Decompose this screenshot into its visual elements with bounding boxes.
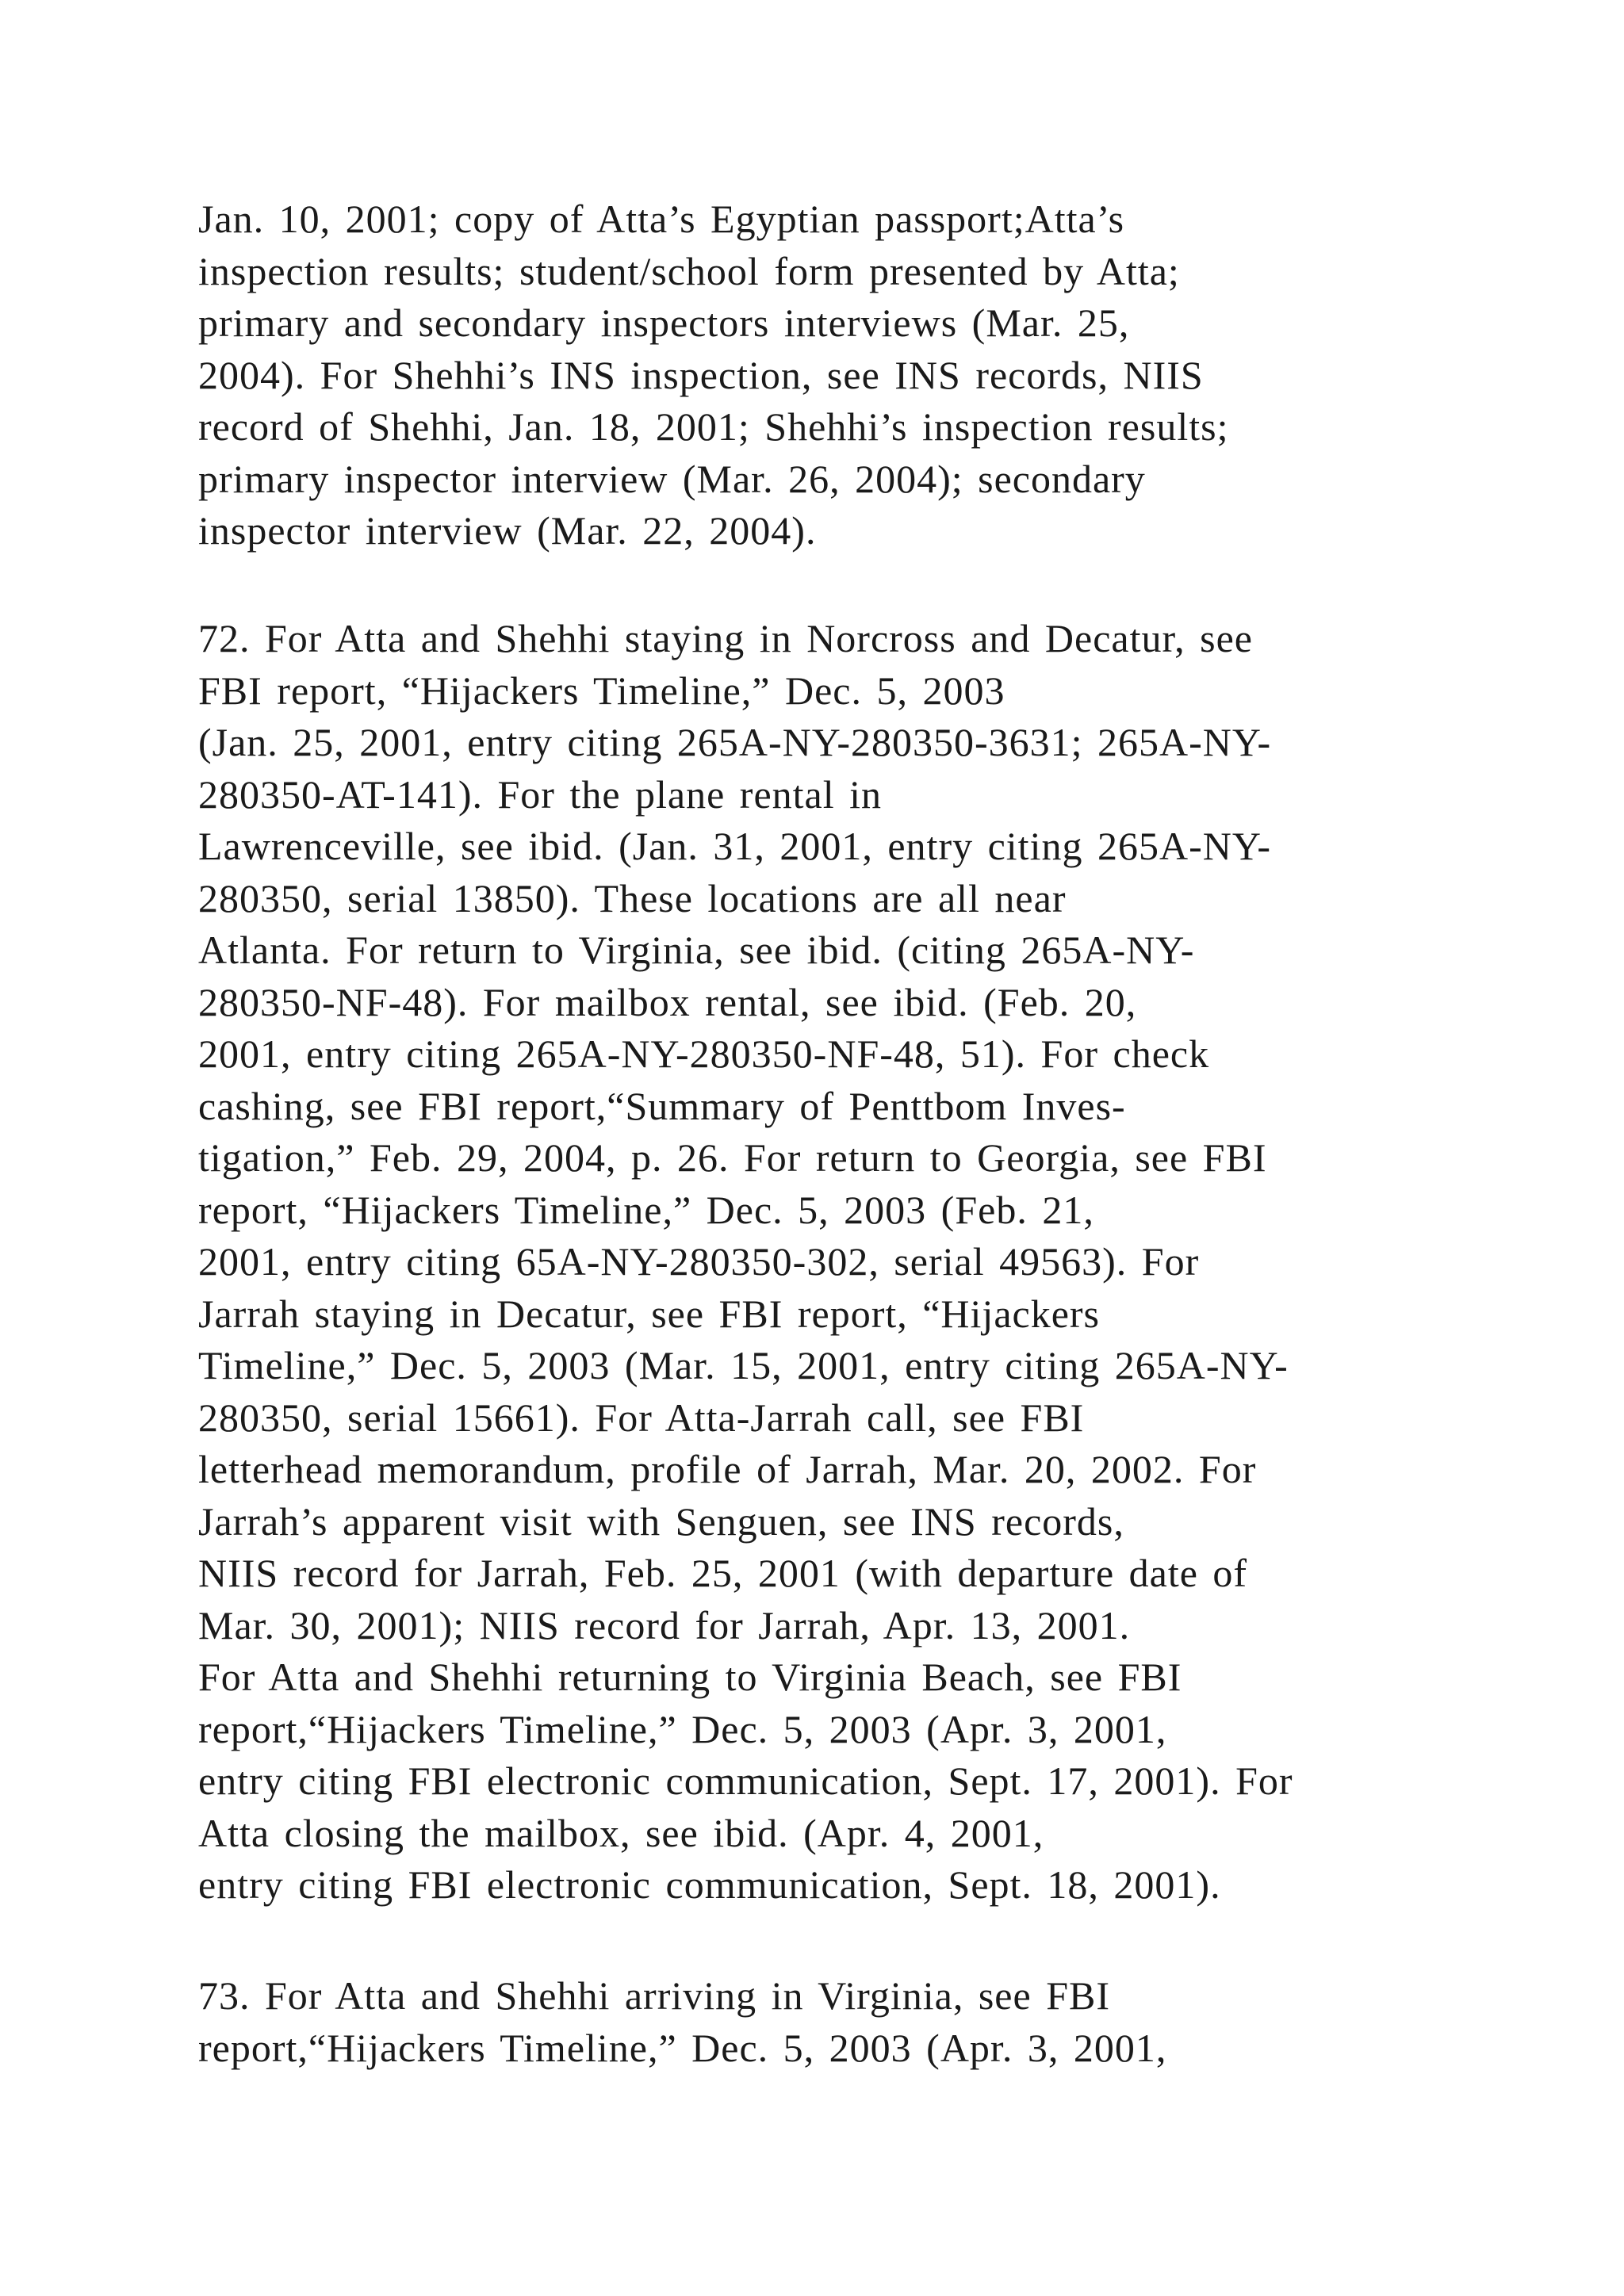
text-line: inspector interview (Mar. 22, 2004). [198, 508, 817, 553]
text-line: Jarrah staying in Decatur, see FBI report, “Hijackers [198, 1291, 1100, 1336]
text-line: (Jan. 25, 2001, entry citing 265A-NY-280350-3631; 265A-NY- [198, 720, 1272, 764]
text-line: 280350, serial 13850). These locations are all near [198, 875, 1067, 920]
text-line: entry citing FBI electronic communication, Sept. 17, 2001). For [198, 1758, 1293, 1803]
text-line: report,“Hijackers Timeline,” Dec. 5, 2003 (Apr. 3, 2001, [198, 1706, 1167, 1751]
text-line: NIIS record for Jarrah, Feb. 25, 2001 (with departure date of [198, 1551, 1248, 1595]
text-line: 73. For Atta and Shehhi arriving in Virginia, see FBI [198, 1973, 1111, 2018]
text-line: Timeline,” Dec. 5, 2003 (Mar. 15, 2001, entry citing 265A-NY- [198, 1343, 1289, 1387]
text-line: 2001, entry citing 65A-NY-280350-302, serial 49563). For [198, 1239, 1200, 1284]
text-line: Jarrah’s apparent visit with Senguen, see INS records, [198, 1498, 1124, 1544]
text-line: Lawrenceville, see ibid. (Jan. 31, 2001, entry citing 265A-NY- [198, 824, 1272, 868]
text-line: report, “Hijackers Timeline,” Dec. 5, 2003 (Feb. 21, [198, 1187, 1094, 1232]
text-line: Jan. 10, 2001; copy of Atta’s Egyptian passport;Atta’s [198, 197, 1125, 241]
paragraph-continuation [198, 193, 1562, 557]
footnote-73 [198, 1970, 1562, 2074]
text-line: FBI report, “Hijackers Timeline,” Dec. 5, 2003 [198, 668, 1005, 713]
text-line: letterhead memorandum, profile of Jarrah, Mar. 20, 2002. For [198, 1447, 1257, 1491]
text-line: record of Shehhi, Jan. 18, 2001; Shehhi’s inspection results; [198, 404, 1229, 449]
text-line: tigation,” Feb. 29, 2004, p. 26. For return to Georgia, see FBI [198, 1135, 1267, 1180]
text-line: report,“Hijackers Timeline,” Dec. 5, 2003 (Apr. 3, 2001, [198, 2025, 1167, 2070]
text-line: 280350-AT-141). For the plane rental in [198, 771, 882, 817]
footnote-72 [198, 613, 1562, 1911]
text-line: cashing, see FBI report,“Summary of Penttbom Inves- [198, 1083, 1126, 1128]
text-line: For Atta and Shehhi returning to Virginia Beach, see FBI [198, 1655, 1182, 1699]
text-line: entry citing FBI electronic communication, Sept. 18, 2001). [198, 1862, 1221, 1907]
text-line: 280350-NF-48). For mailbox rental, see ibid. (Feb. 20, [198, 979, 1137, 1024]
text-line: primary inspector interview (Mar. 26, 2004); secondary [198, 456, 1146, 501]
text-line: Atlanta. For return to Virginia, see ibid. (citing 265A-NY- [198, 928, 1195, 972]
text-line: inspection results; student/school form presented by Atta; [198, 248, 1180, 293]
text-line: 72. For Atta and Shehhi staying in Norcross and Decatur, see [198, 616, 1253, 660]
text-line: primary and secondary inspectors interviews (Mar. 25, [198, 300, 1130, 345]
text-line: 280350, serial 15661). For Atta-Jarrah call, see FBI [198, 1395, 1085, 1440]
text-line: 2004). For Shehhi’s INS inspection, see INS records, NIIS [198, 352, 1204, 397]
text-line: Atta closing the mailbox, see ibid. (Apr. 4, 2001, [198, 1810, 1044, 1855]
text-line: Mar. 30, 2001); NIIS record for Jarrah, Apr. 13, 2001. [198, 1602, 1131, 1647]
text-line: 2001, entry citing 265A-NY-280350-NF-48, 51). For check [198, 1031, 1210, 1076]
